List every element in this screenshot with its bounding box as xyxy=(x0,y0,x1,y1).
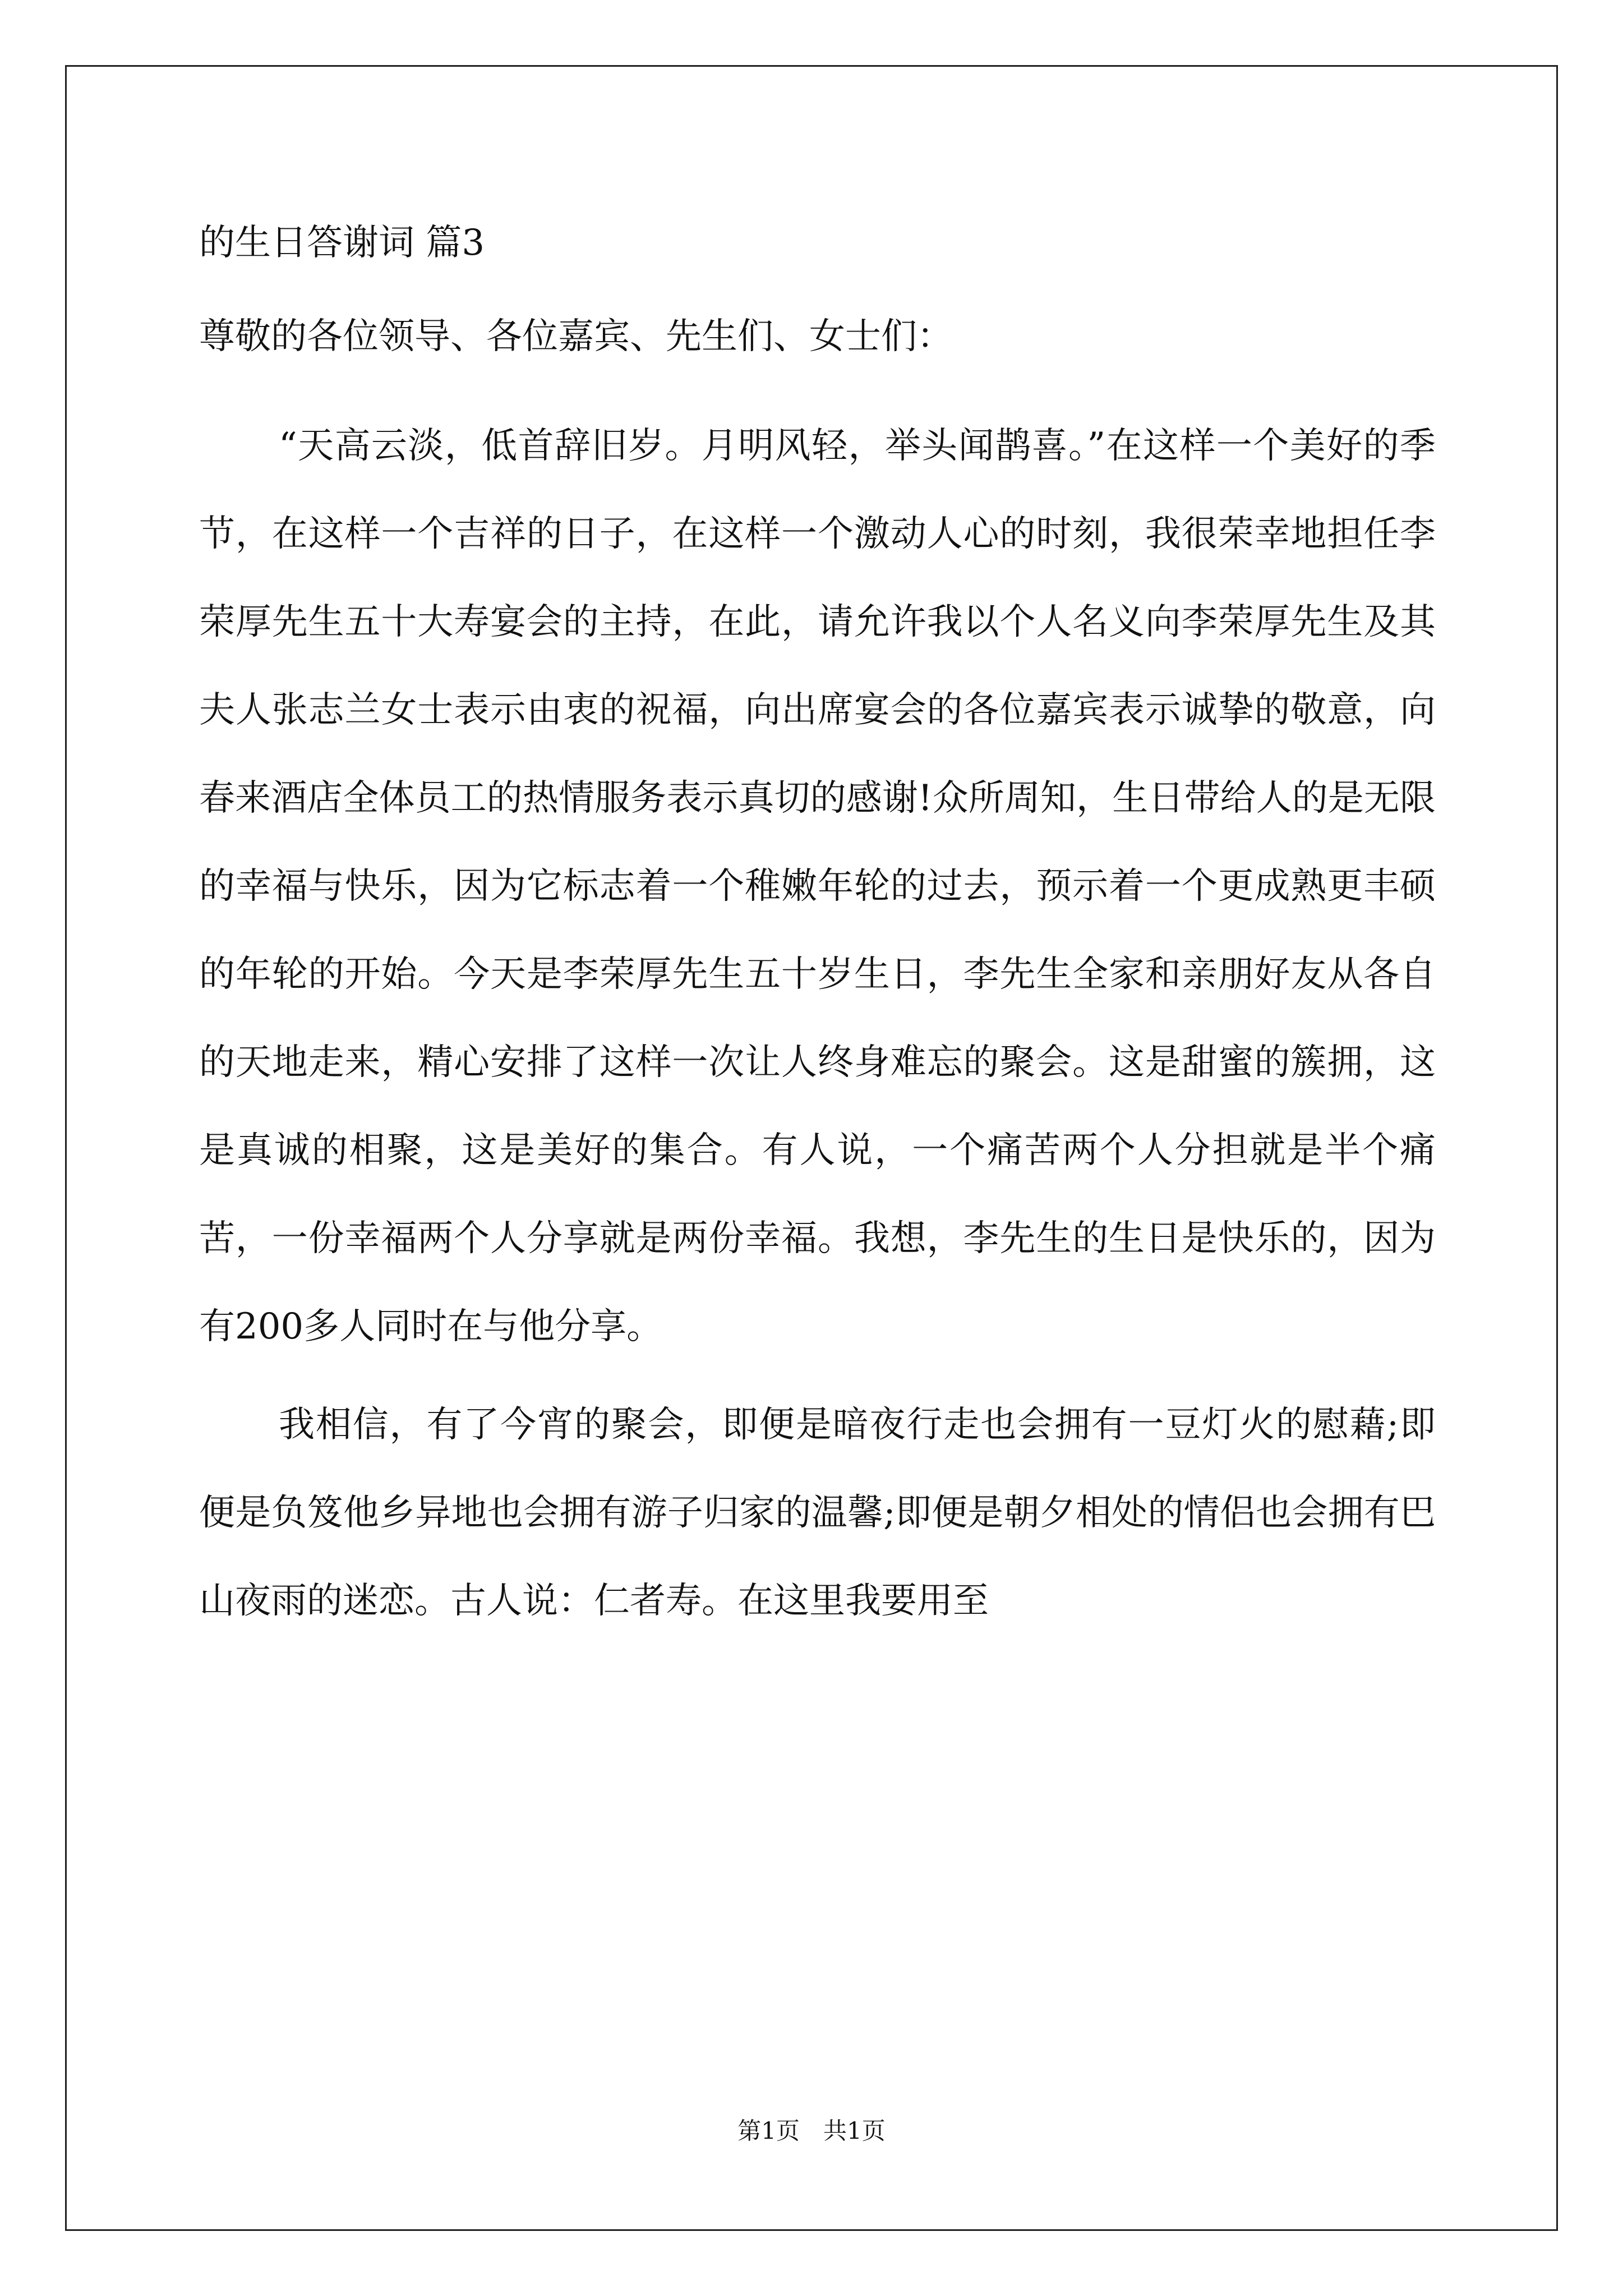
paragraph-2: 我相信，有了今宵的聚会，即便是暗夜行走也会拥有一豆灯火的慰藉;即便是负笈他乡异地也会拥有游子归家的温馨;即便是朝夕相处的情侣也会拥有巴山夜雨的迷恋。古人说：仁者寿。在这里我要用至 xyxy=(199,1404,1436,1622)
paragraph-1: “天高云淡，低首辞旧岁。月明风轻，举头闻鹊喜。”在这样一个美好的季节，在这样一个吉祥的日子，在这样一个激动人心的时刻，我很荣幸地担任李荣厚先生五十大寿宴会的主持，在此，请允许我以个人名义向李荣厚先生及其夫人张志兰女士表示由衷的祝福，向出席宴会的各位嘉宾表示诚挚的敬意，向春来酒店全体员工的热情服务表示真切的感谢!众所周知，生日带给人的是无限的幸福与快乐，因为它标志着一个稚嫩年轮的过去，预示着一个更成熟更丰硕的年轮的开始。今天是李荣厚先生五十岁生日，李先生全家和亲朋好友从各自的天地走来，精心安排了这样一次让人终身难忘的聚会。这是甜蜜的簇拥，这是真诚的相聚，这是美好的集合。有人说，一个痛苦两个人分担就是半个痛苦，一份幸福两个人分享就是两份幸福。我想，李先生的生日是快乐的，因为有200多人同时在与他分享。 xyxy=(199,425,1436,1347)
document-title: 的生日答谢词 篇3 xyxy=(199,222,485,264)
document-body xyxy=(199,222,1436,1645)
page-footer: 第1页 共1页 xyxy=(737,2117,886,2145)
salutation: 尊敬的各位领导、各位嘉宾、先生们、女士们： xyxy=(199,315,953,357)
